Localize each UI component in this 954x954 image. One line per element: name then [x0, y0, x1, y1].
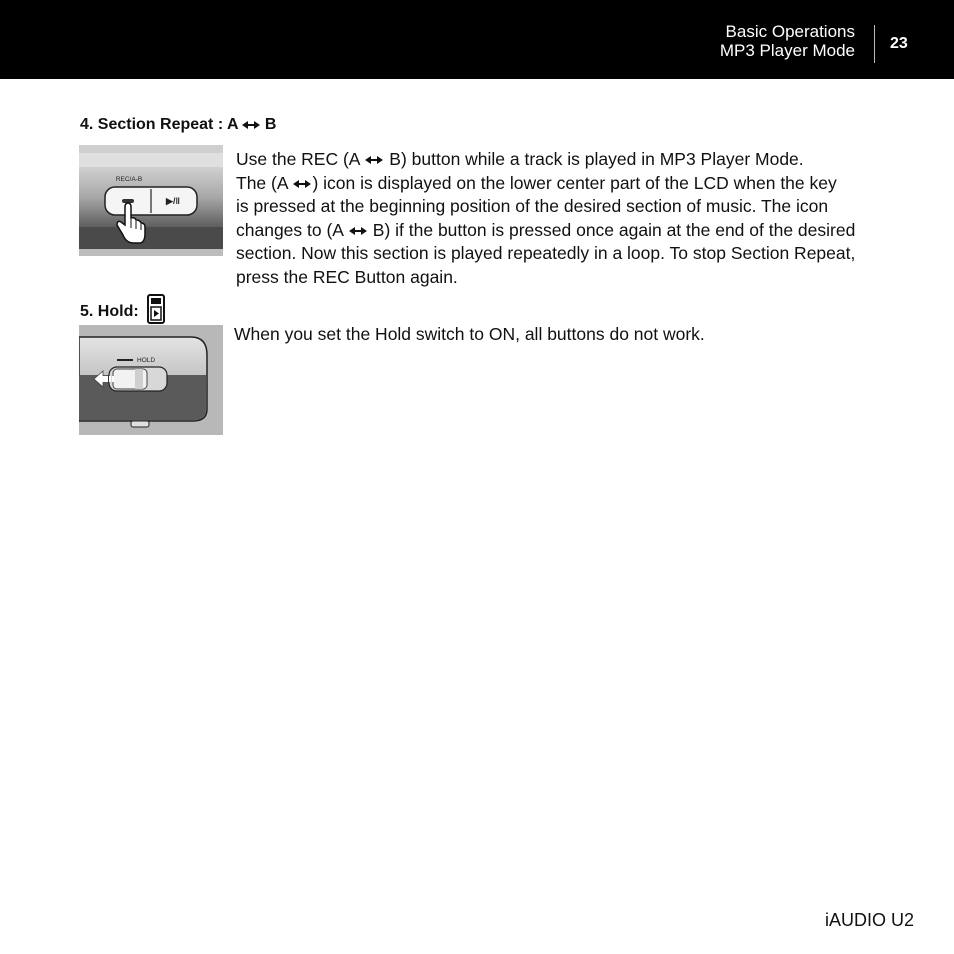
paragraph-text: B) if the button is pressed once again at the end of the desired [372, 219, 856, 240]
paragraph-text: B) button while a track is played in MP3 Player Mode. [389, 149, 804, 169]
paragraph-text: The (A [236, 172, 288, 193]
paragraph-line [236, 148, 855, 172]
ab-repeat-arrow-icon [348, 226, 368, 236]
hold-heading-text: 5. Hold: [80, 303, 139, 320]
hold-heading [80, 294, 165, 324]
header-bar [0, 0, 954, 79]
header-divider [874, 25, 875, 63]
hold-lock-icon [147, 294, 165, 324]
section-repeat-paragraph [236, 148, 855, 289]
hold-switch-label: HOLD [137, 357, 156, 364]
ab-repeat-arrow-icon [242, 120, 260, 130]
header-section-line-1: Basic Operations [725, 22, 855, 41]
hold-switch-illustration [79, 325, 223, 435]
hold-paragraph: When you set the Hold switch to ON, all buttons do not work. [234, 324, 705, 344]
play-pause-label: ▶/‖ [166, 196, 180, 206]
ab-repeat-arrow-icon [364, 155, 384, 165]
section-repeat-heading [80, 116, 276, 134]
section-repeat-heading-prefix: 4. Section Repeat : A [80, 116, 238, 133]
rec-button-illustration [79, 145, 223, 256]
paragraph-text: ) icon is displayed on the lower center part of the LCD when the key [312, 172, 837, 193]
paragraph-line: press the REC Button again. [236, 266, 458, 287]
paragraph-line: is pressed at the beginning position of the desired section of music. The icon [236, 196, 829, 216]
paragraph-line [236, 219, 855, 243]
hold-switch-illustration-art [79, 325, 223, 435]
product-name: iAUDIO U2 [824, 910, 914, 930]
paragraph-line [236, 172, 855, 196]
paragraph-line: section. Now this section is played repeatedly in a loop. To stop Section Repeat, [236, 243, 856, 263]
rec-ab-label: REC/A-B [115, 176, 143, 183]
header-section-title [720, 22, 855, 60]
rec-button-illustration-art [79, 145, 223, 256]
page-number: 23 [890, 35, 908, 52]
paragraph-text: changes to (A [236, 219, 344, 240]
a-repeat-arrow-icon [292, 179, 312, 189]
section-repeat-heading-suffix: B [264, 116, 277, 133]
paragraph-text: Use the REC (A [236, 149, 360, 169]
header-section-line-2: MP3 Player Mode [719, 41, 855, 60]
